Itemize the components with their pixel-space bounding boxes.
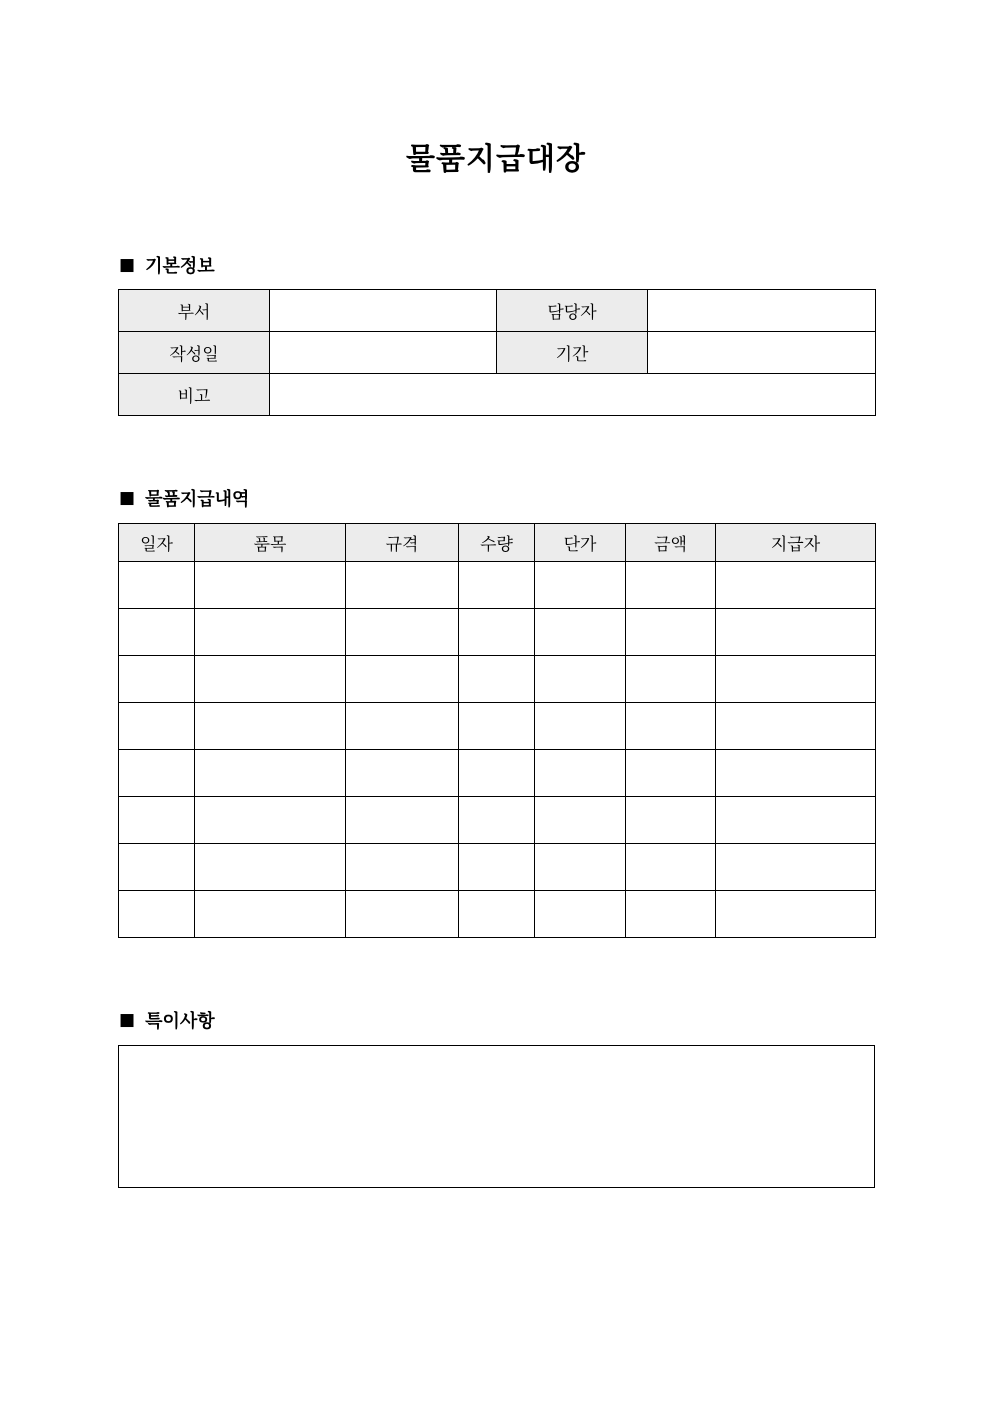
amount-cell[interactable] (626, 562, 716, 609)
note-field[interactable] (270, 374, 876, 416)
info-row (119, 290, 876, 332)
table-row (119, 750, 876, 797)
item-cell[interactable] (195, 891, 346, 938)
issuer-cell[interactable] (716, 562, 876, 609)
spec-cell[interactable] (346, 609, 459, 656)
date-written-field[interactable] (270, 332, 497, 374)
issuer-cell[interactable] (716, 750, 876, 797)
quantity-cell[interactable] (459, 656, 535, 703)
item-cell[interactable] (195, 844, 346, 891)
department-field[interactable] (270, 290, 497, 332)
quantity-cell[interactable] (459, 750, 535, 797)
table-row (119, 703, 876, 750)
item-cell[interactable] (195, 656, 346, 703)
note-label: 비고 (119, 374, 270, 416)
document-title: 물품지급대장 (406, 142, 586, 177)
basic-info-table (118, 289, 876, 416)
column-header-amount: 금액 (626, 524, 716, 562)
item-cell[interactable] (195, 609, 346, 656)
unit-price-cell[interactable] (535, 750, 626, 797)
table-row (119, 562, 876, 609)
square-bullet-icon: ■ (119, 488, 136, 508)
special-notes-heading-label: 특이사항 (145, 1011, 215, 1032)
date-cell[interactable] (119, 609, 195, 656)
supply-details-heading (119, 486, 249, 510)
column-header-unit-price: 단가 (535, 524, 626, 562)
unit-price-cell[interactable] (535, 797, 626, 844)
amount-cell[interactable] (626, 609, 716, 656)
column-header-date: 일자 (119, 524, 195, 562)
amount-cell[interactable] (626, 656, 716, 703)
table-row (119, 656, 876, 703)
manager-label: 담당자 (497, 290, 648, 332)
info-row (119, 332, 876, 374)
spec-cell[interactable] (346, 703, 459, 750)
table-row (119, 609, 876, 656)
issuer-cell[interactable] (716, 844, 876, 891)
supply-details-body (119, 562, 876, 938)
amount-cell[interactable] (626, 891, 716, 938)
date-cell[interactable] (119, 703, 195, 750)
spec-cell[interactable] (346, 562, 459, 609)
spec-cell[interactable] (346, 891, 459, 938)
amount-cell[interactable] (626, 797, 716, 844)
unit-price-cell[interactable] (535, 891, 626, 938)
issuer-cell[interactable] (716, 703, 876, 750)
square-bullet-icon: ■ (119, 255, 136, 275)
department-label: 부서 (119, 290, 270, 332)
date-cell[interactable] (119, 797, 195, 844)
quantity-cell[interactable] (459, 844, 535, 891)
quantity-cell[interactable] (459, 891, 535, 938)
column-header-quantity: 수량 (459, 524, 535, 562)
quantity-cell[interactable] (459, 703, 535, 750)
supply-details-table (118, 523, 876, 938)
square-bullet-icon: ■ (119, 1010, 136, 1030)
amount-cell[interactable] (626, 750, 716, 797)
unit-price-cell[interactable] (535, 562, 626, 609)
column-header-spec: 규격 (346, 524, 459, 562)
special-notes-box[interactable] (118, 1045, 875, 1188)
item-cell[interactable] (195, 703, 346, 750)
date-cell[interactable] (119, 844, 195, 891)
issuer-cell[interactable] (716, 656, 876, 703)
spec-cell[interactable] (346, 656, 459, 703)
special-notes-heading (119, 1008, 215, 1032)
amount-cell[interactable] (626, 703, 716, 750)
unit-price-cell[interactable] (535, 844, 626, 891)
basic-info-heading (119, 253, 215, 277)
quantity-cell[interactable] (459, 609, 535, 656)
info-row (119, 374, 876, 416)
date-cell[interactable] (119, 750, 195, 797)
issuer-cell[interactable] (716, 891, 876, 938)
period-label: 기간 (497, 332, 648, 374)
column-header-issuer: 지급자 (716, 524, 876, 562)
supply-details-heading-label: 물품지급내역 (145, 489, 250, 510)
date-written-label: 작성일 (119, 332, 270, 374)
item-cell[interactable] (195, 750, 346, 797)
unit-price-cell[interactable] (535, 703, 626, 750)
quantity-cell[interactable] (459, 562, 535, 609)
spec-cell[interactable] (346, 797, 459, 844)
amount-cell[interactable] (626, 844, 716, 891)
unit-price-cell[interactable] (535, 609, 626, 656)
item-cell[interactable] (195, 797, 346, 844)
quantity-cell[interactable] (459, 797, 535, 844)
table-header-row (119, 524, 876, 562)
item-cell[interactable] (195, 562, 346, 609)
table-row (119, 797, 876, 844)
column-header-item: 품목 (195, 524, 346, 562)
table-row (119, 844, 876, 891)
spec-cell[interactable] (346, 750, 459, 797)
manager-field[interactable] (648, 290, 876, 332)
date-cell[interactable] (119, 891, 195, 938)
issuer-cell[interactable] (716, 797, 876, 844)
basic-info-heading-label: 기본정보 (145, 256, 215, 277)
unit-price-cell[interactable] (535, 656, 626, 703)
table-row (119, 891, 876, 938)
date-cell[interactable] (119, 562, 195, 609)
date-cell[interactable] (119, 656, 195, 703)
spec-cell[interactable] (346, 844, 459, 891)
period-field[interactable] (648, 332, 876, 374)
issuer-cell[interactable] (716, 609, 876, 656)
